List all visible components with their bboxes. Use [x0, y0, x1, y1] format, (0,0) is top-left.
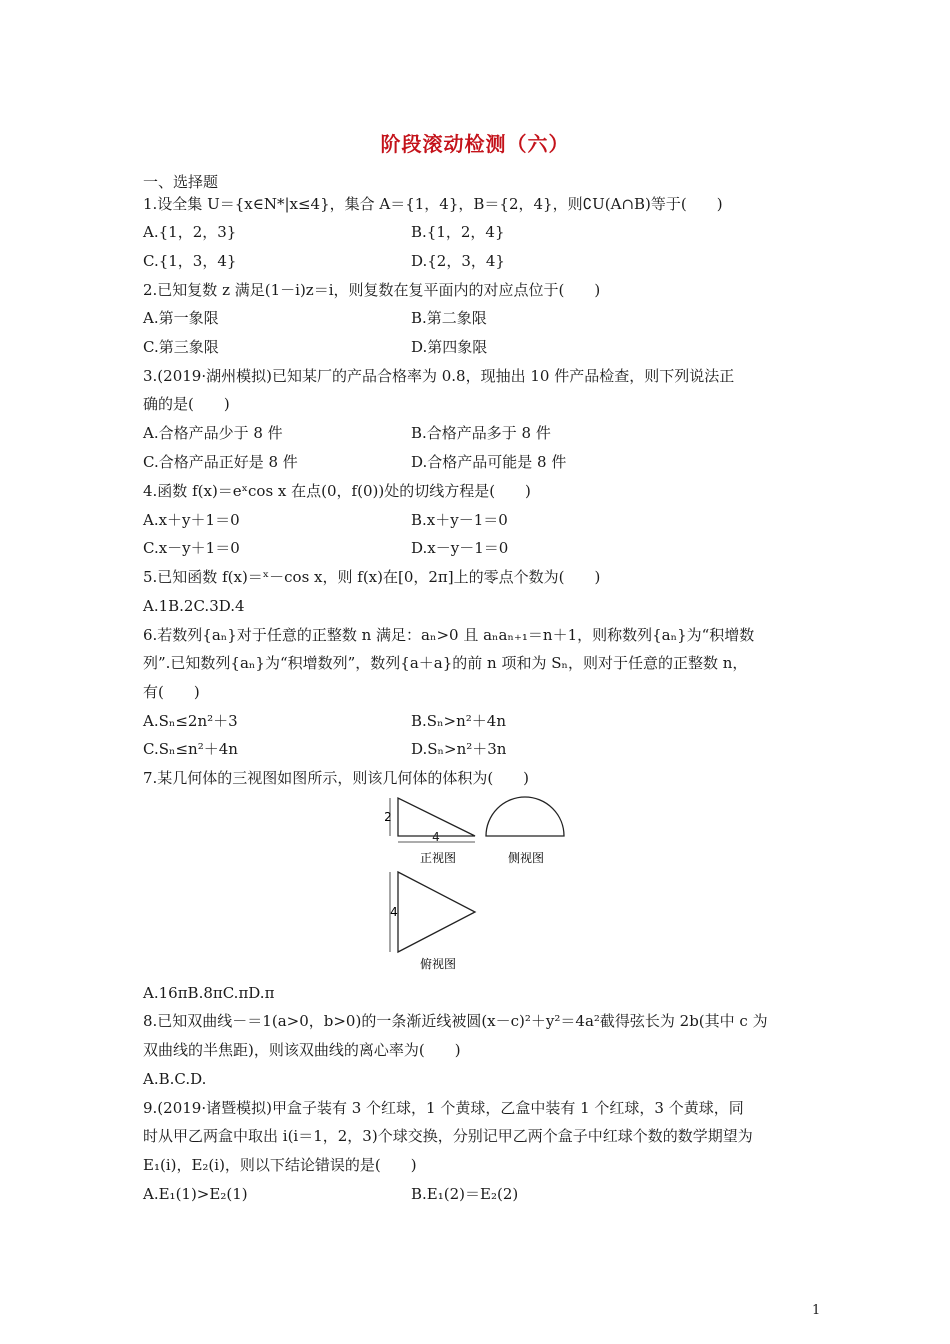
front-view-caption: 正视图: [419, 851, 457, 865]
q9-stem-line1: 9.(2019·诸暨模拟)甲盒子装有 3 个红球，1 个黄球，乙盒中装有 1 个红球，3 个黄球，同: [143, 1099, 744, 1117]
q4-stem: 4.函数 f(x)＝eˣcos x 在点(0，f(0))处的切线方程是( ): [143, 482, 531, 500]
three-view-figure: [380, 790, 580, 975]
q8-stem-line1: 8.已知双曲线－＝1(a>0，b>0)的一条渐近线被圆(x－c)²＋y²＝4a²截得弦长为 2b(其中 c 为: [143, 1012, 768, 1030]
side-view-semicircle: [486, 797, 564, 836]
front-width-label: 4: [432, 830, 440, 844]
top-view-triangle: [398, 872, 475, 952]
front-height-label: 2: [384, 810, 392, 824]
q2-option-c: C.第三象限: [143, 338, 219, 356]
q8-options: A.B.C.D.: [143, 1070, 207, 1088]
q4-option-b: B.x＋y－1＝0: [411, 511, 508, 529]
q3-stem-line2: 确的是( ): [143, 395, 230, 413]
q1-option-d: D.{2，3，4}: [411, 252, 505, 270]
section-heading: 一、选择题: [143, 173, 219, 191]
q8-stem-line2: 双曲线的半焦距)，则该双曲线的离心率为( ): [143, 1041, 461, 1059]
q6-stem-line2: 列”.已知数列{aₙ}为“积增数列”，数列{a＋a}的前 n 项和为 Sₙ，则对于任意的正整数 n，: [143, 654, 748, 672]
q9-option-b: B.E₁(2)＝E₂(2): [411, 1185, 519, 1203]
page-title: 阶段滚动检测（六）: [380, 132, 570, 156]
q2-option-a: A.第一象限: [143, 309, 219, 327]
q2-option-d: D.第四象限: [411, 338, 488, 356]
q6-option-b: B.Sₙ>n²＋4n: [411, 712, 507, 730]
q9-option-a: A.E₁(1)>E₂(1): [143, 1185, 248, 1203]
q4-option-c: C.x－y＋1＝0: [143, 539, 240, 557]
q3-option-d: D.合格产品可能是 8 件: [411, 453, 567, 471]
q6-option-a: A.Sₙ≤2n²＋3: [143, 712, 238, 730]
q5-options: A.1B.2C.3D.4: [143, 597, 245, 615]
side-view-caption: 侧视图: [507, 851, 545, 865]
q3-option-c: C.合格产品正好是 8 件: [143, 453, 298, 471]
q7-stem: 7.某几何体的三视图如图所示，则该几何体的体积为( ): [143, 769, 530, 787]
page-number: 1: [812, 1303, 821, 1318]
q6-option-d: D.Sₙ>n²＋3n: [411, 740, 507, 758]
q3-stem-line1: 3.(2019·湖州模拟)已知某厂的产品合格率为 0.8，现抽出 10 件产品检查，则下列说法正: [143, 367, 735, 385]
q9-stem-line2: 时从甲乙两盒中取出 i(i＝1，2，3)个球交换，分别记甲乙两个盒子中红球个数的数学期望为: [143, 1127, 753, 1145]
q5-stem: 5.已知函数 f(x)＝ˣ－cos x，则 f(x)在[0，2π]上的零点个数为( ): [143, 568, 601, 586]
q4-option-d: D.x－y－1＝0: [411, 539, 509, 557]
q1-stem: 1.设全集 U＝{x∈N*|x≤4}，集合 A＝{1，4}，B＝{2，4}，则∁U(A∩B)等于( ): [143, 195, 723, 213]
q7-options: A.16πB.8πC.πD.π: [143, 984, 275, 1002]
q4-option-a: A.x＋y＋1＝0: [143, 511, 240, 529]
q1-option-c: C.{1，3，4}: [143, 252, 237, 270]
q6-stem-line3: 有( ): [143, 683, 200, 701]
q6-stem-line1: 6.若数列{aₙ}对于任意的正整数 n 满足：aₙ>0 且 aₙaₙ₊₁＝n＋1，则称数列{aₙ}为“积增数: [143, 626, 755, 644]
q2-option-b: B.第二象限: [411, 309, 487, 327]
q1-option-b: B.{1，2，4}: [411, 223, 505, 241]
q9-stem-line3: E₁(i)，E₂(i)，则以下结论错误的是( ): [143, 1156, 417, 1174]
q1-option-a: A.{1，2，3}: [143, 223, 237, 241]
top-height-label: 4: [390, 905, 398, 919]
top-view-caption: 俯视图: [419, 957, 457, 971]
q6-option-c: C.Sₙ≤n²＋4n: [143, 740, 238, 758]
q3-option-b: B.合格产品多于 8 件: [411, 424, 551, 442]
q2-stem: 2.已知复数 z 满足(1－i)z＝i，则复数在复平面内的对应点位于( ): [143, 281, 601, 299]
q3-option-a: A.合格产品少于 8 件: [143, 424, 283, 442]
